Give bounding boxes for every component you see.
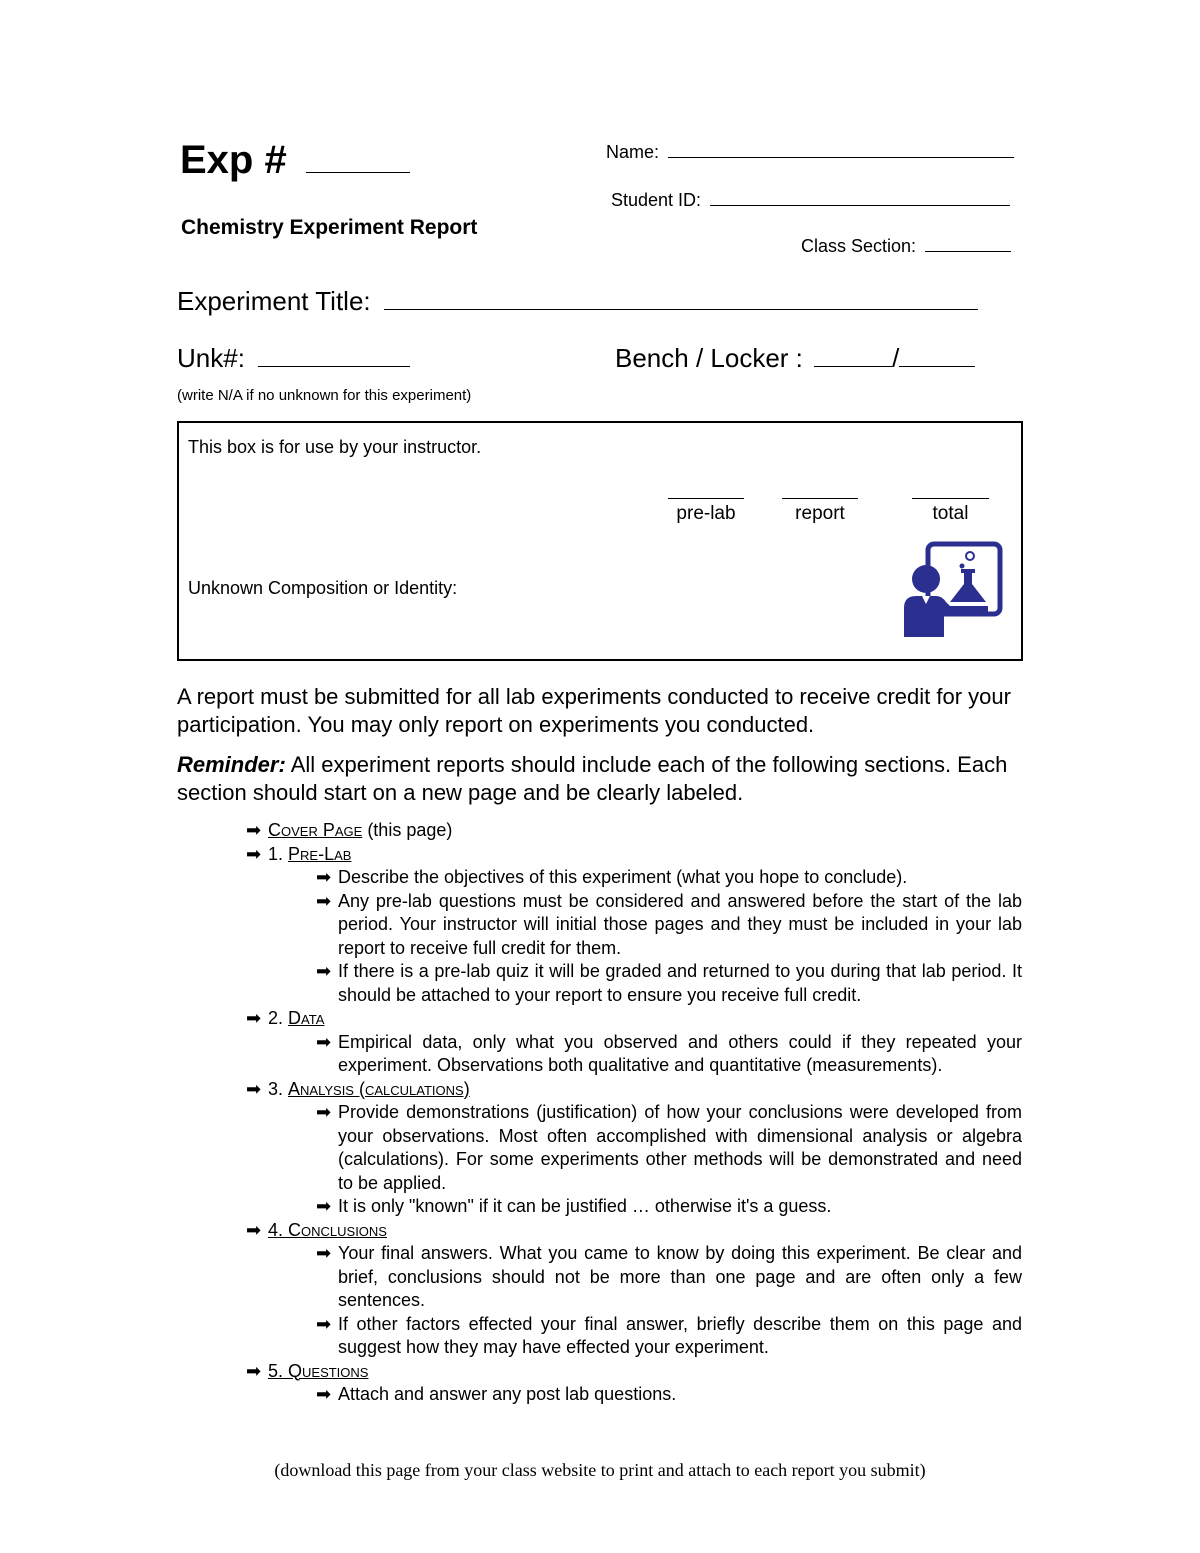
name-label: Name: bbox=[606, 142, 660, 162]
list-item-questions: ➡ 5. Questions bbox=[246, 1360, 1022, 1384]
report-score bbox=[782, 498, 858, 525]
arrow-icon: ➡ bbox=[246, 1008, 262, 1028]
list-subitem: ➡ Your final answers. What you came to know by doing this experiment. Be clear and brief, conclusions should not be more than one page and are often only a few sentences. bbox=[316, 1243, 1022, 1310]
reminder-paragraph bbox=[177, 751, 1037, 807]
unknown-number-blank[interactable] bbox=[258, 366, 410, 367]
experiment-title-field bbox=[177, 286, 978, 317]
arrow-icon: ➡ bbox=[246, 1360, 262, 1381]
student-id-field bbox=[611, 190, 1010, 211]
prelab-score-blank[interactable] bbox=[668, 498, 744, 499]
name-field bbox=[606, 142, 1014, 163]
arrow-icon: ➡ bbox=[316, 1384, 332, 1404]
exp-number-label: Exp # bbox=[180, 138, 410, 183]
arrow-icon: ➡ bbox=[316, 890, 332, 911]
list-subitem: ➡ Attach and answer any post lab questions. bbox=[246, 1383, 1022, 1407]
list-item-prelab: ➡ 1. Pre-Lab bbox=[246, 843, 1022, 867]
reminder-text: All experiment reports should include each of the following sections. Each section should start on a new page and be clearly labeled. bbox=[177, 752, 1008, 805]
list-item-analysis: ➡ 3. Analysis (calculations) bbox=[246, 1078, 1022, 1102]
list-subitem: ➡ If there is a pre-lab quiz it will be graded and returned to you during that lab period. It should be attached to your report to ensure you receive full credit. bbox=[316, 961, 1022, 1005]
arrow-icon: ➡ bbox=[316, 1102, 332, 1122]
class-section-blank[interactable] bbox=[925, 251, 1011, 252]
experiment-title-label: Experiment Title: bbox=[177, 286, 371, 316]
list-subitem: ➡ If other factors effected your final answer, briefly describe them on this page and suggest how they may have effected your experiment. bbox=[316, 1313, 1022, 1357]
class-section-field bbox=[801, 236, 1011, 257]
student-id-blank[interactable] bbox=[710, 205, 1010, 206]
total-score-label: total bbox=[932, 503, 969, 524]
list-subitem: ➡ It is only "known" if it can be justified … otherwise it's a guess. bbox=[246, 1195, 1022, 1219]
list-item-cover-page: ➡ Cover Page (this page) bbox=[246, 819, 1022, 843]
bench-locker-field bbox=[615, 343, 975, 374]
instructor-box-heading: This box is for use by your instructor. bbox=[188, 437, 482, 457]
report-sections-list bbox=[246, 819, 1022, 1407]
list-subitem: ➡ Empirical data, only what you observed and others could if they repeated your experiment. Observations both qualitative and quantitative (measurements). bbox=[316, 1031, 1022, 1075]
report-score-label: report bbox=[795, 503, 845, 524]
list-item-conclusions: ➡ 4. Conclusions bbox=[246, 1219, 1022, 1243]
intro-paragraph: A report must be submitted for all lab experiments conducted to receive credit for your participation. You may only report on experiments you conducted. bbox=[177, 684, 1011, 737]
student-id-label: Student ID: bbox=[611, 190, 702, 210]
name-blank[interactable] bbox=[668, 157, 1014, 158]
bench-locker-label: Bench / Locker : bbox=[615, 343, 803, 373]
prelab-score-label: pre-lab bbox=[676, 503, 736, 524]
chemist-presentation-icon bbox=[902, 540, 1004, 637]
arrow-icon: ➡ bbox=[246, 1219, 262, 1240]
arrow-icon: ➡ bbox=[246, 843, 262, 864]
bench-separator: / bbox=[892, 343, 900, 373]
arrow-icon: ➡ bbox=[246, 820, 262, 840]
locker-blank[interactable] bbox=[899, 366, 975, 367]
list-subitem: ➡ Any pre-lab questions must be considered and answered before the start of the lab period. Your instructor will initial those pages and they must be included in your lab report to receive full credit for them. bbox=[316, 890, 1022, 958]
list-subitem: ➡ Describe the objectives of this experiment (what you hope to conclude). bbox=[246, 866, 1022, 890]
exp-number-blank[interactable] bbox=[306, 172, 410, 173]
unknown-number-label: Unk#: bbox=[177, 343, 245, 373]
report-score-blank[interactable] bbox=[782, 498, 858, 499]
unknown-composition-label: Unknown Composition or Identity: bbox=[188, 578, 458, 598]
reminder-label: Reminder: bbox=[177, 752, 286, 777]
report-title: Chemistry Experiment Report bbox=[181, 216, 478, 239]
arrow-icon: ➡ bbox=[316, 1031, 332, 1052]
total-score bbox=[912, 498, 989, 525]
arrow-icon: ➡ bbox=[316, 1196, 332, 1216]
prelab-score bbox=[668, 498, 744, 525]
arrow-icon: ➡ bbox=[316, 961, 332, 981]
total-score-blank[interactable] bbox=[912, 498, 989, 499]
list-item-data: ➡ 2. Data bbox=[246, 1007, 1022, 1031]
unknown-number-field bbox=[177, 343, 410, 374]
arrow-icon: ➡ bbox=[316, 867, 332, 887]
unknown-note: (write N/A if no unknown for this experiment) bbox=[177, 387, 472, 404]
arrow-icon: ➡ bbox=[316, 1313, 332, 1334]
list-subitem: ➡ Provide demonstrations (justification) of how your conclusions were developed from your observations. Most often accomplished with dimensional analysis or algebra (calculations). For some experiments other methods will be demonstrated and need to be applied. bbox=[316, 1102, 1022, 1193]
arrow-icon: ➡ bbox=[246, 1078, 262, 1099]
footer-note: (download this page from your class website to print and attach to each report you submit) bbox=[274, 1460, 926, 1480]
instructor-box bbox=[177, 421, 1023, 661]
experiment-title-blank[interactable] bbox=[384, 309, 978, 310]
class-section-label: Class Section: bbox=[801, 236, 917, 256]
arrow-icon: ➡ bbox=[316, 1243, 332, 1263]
bench-blank[interactable] bbox=[814, 366, 892, 367]
